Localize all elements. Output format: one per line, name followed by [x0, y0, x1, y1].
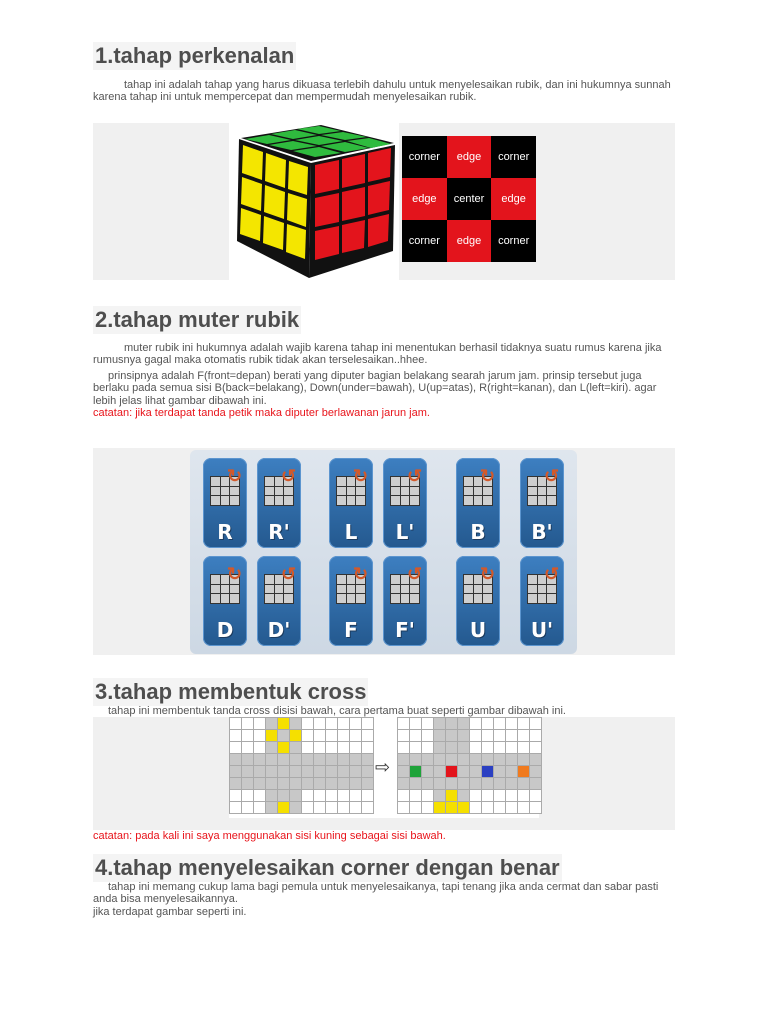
cross-cell: [530, 778, 541, 789]
cross-cell: [494, 742, 505, 753]
cross-cell: [530, 718, 541, 729]
cross-cell: [242, 730, 253, 741]
cross-cell: [326, 730, 337, 741]
cross-cell: [506, 790, 517, 801]
cross-cell: [494, 802, 505, 813]
cross-cell: [362, 790, 373, 801]
cross-cell: [410, 802, 421, 813]
cross-cell: [290, 802, 301, 813]
cross-cell: [338, 754, 349, 765]
cross-cell: [230, 778, 241, 789]
section-3-text: tahap ini membentuk tanda cross disisi bawah, cara pertama buat seperti gambar dibawah ini.: [108, 705, 566, 717]
cross-cell: [326, 754, 337, 765]
cross-cell: [482, 790, 493, 801]
section-3-title: 3.tahap membentuk cross: [95, 679, 367, 704]
cross-cell: [506, 802, 517, 813]
rotation-moves-image: [190, 450, 577, 654]
cross-cell: [302, 802, 313, 813]
cross-cell: [350, 802, 361, 813]
cross-cell: [314, 790, 325, 801]
cross-cell: [362, 766, 373, 777]
cross-cell: [242, 754, 253, 765]
move-tile: [383, 556, 427, 646]
rotation-arrow-icon: ↺: [544, 564, 560, 584]
move-tile: [203, 556, 247, 646]
move-label: F': [395, 618, 415, 642]
cross-cell: [494, 754, 505, 765]
cross-cell: [518, 802, 529, 813]
cross-cell: [410, 790, 421, 801]
section-2-text-1: muter rubik ini hukumnya adalah wajib karena tahap ini menentukan berhasil tidaknya suatu rumus karena jika rumusnya gagal maka otomatis rubik tidak akan terselesaikan..hhee.: [93, 342, 662, 367]
cross-cell: [434, 802, 445, 813]
cross-cell: [530, 766, 541, 777]
cross-cell: [470, 778, 481, 789]
cross-cell: [458, 778, 469, 789]
cross-cell: [530, 754, 541, 765]
section-2-paragraph-1: [93, 342, 678, 367]
cross-cell: [302, 742, 313, 753]
cross-cell: [266, 778, 277, 789]
cross-cell: [278, 778, 289, 789]
rotation-arrow-icon: ↺: [544, 466, 560, 486]
rotation-arrow-icon: ↻: [480, 564, 496, 584]
cross-cell: [278, 754, 289, 765]
rotation-arrow-icon: ↺: [407, 466, 423, 486]
cross-cell: [242, 802, 253, 813]
cross-cell: [422, 742, 433, 753]
move-tile: [520, 556, 564, 646]
legend-center: center: [447, 178, 492, 220]
cross-cell: [338, 742, 349, 753]
rotation-arrow-icon: ↻: [227, 466, 243, 486]
cross-cell: [470, 766, 481, 777]
cross-cell: [506, 742, 517, 753]
cross-cell: [494, 778, 505, 789]
cross-cell: [350, 754, 361, 765]
legend-corner: corner: [491, 136, 536, 178]
cross-cell: [302, 754, 313, 765]
cross-cell: [242, 742, 253, 753]
cross-cell: [398, 718, 409, 729]
cross-cell: [494, 718, 505, 729]
move-tile: [329, 556, 373, 646]
cross-cell: [326, 790, 337, 801]
cross-cell: [434, 742, 445, 753]
cross-cell: [518, 718, 529, 729]
cross-cell: [518, 766, 529, 777]
cross-cell: [278, 742, 289, 753]
cross-cell: [458, 730, 469, 741]
cross-cell: [362, 730, 373, 741]
cross-cell: [434, 778, 445, 789]
cross-cell: [470, 742, 481, 753]
cross-cell: [290, 778, 301, 789]
cross-cell: [278, 766, 289, 777]
legend-edge: edge: [447, 220, 492, 262]
cross-cell: [482, 766, 493, 777]
cross-cell: [458, 754, 469, 765]
cross-cell: [278, 718, 289, 729]
cross-cell: [422, 802, 433, 813]
cross-cell: [338, 778, 349, 789]
cross-cell: [422, 778, 433, 789]
cross-cell: [254, 778, 265, 789]
cross-cell: [470, 754, 481, 765]
cross-cell: [242, 718, 253, 729]
section-2-text-2: prinsipnya adalah F(front=depan) berati yang diputer bagian belakang searah jarum jam. prinsip tersebut juga berlaku pada semua sisi B(back=belakang), Down(under=bawah), U(up=atas), R(right=kanan), dan L(left=kiri). agar lebih jelas lihat gambar dibawah ini.: [93, 370, 657, 407]
section-1-title: 1.tahap perkenalan: [95, 43, 295, 68]
cross-cell: [290, 742, 301, 753]
cross-cell: [266, 802, 277, 813]
cross-cell: [518, 730, 529, 741]
cross-cell: [338, 766, 349, 777]
cross-cell: [338, 790, 349, 801]
cross-cell: [266, 718, 277, 729]
cross-cell: [302, 790, 313, 801]
cross-cell: [266, 766, 277, 777]
legend-edge: edge: [402, 178, 447, 220]
cross-cell: [530, 790, 541, 801]
cross-cell: [362, 742, 373, 753]
cross-cell: [326, 718, 337, 729]
cross-cell: [326, 802, 337, 813]
cross-cell: [482, 802, 493, 813]
cross-cell: [314, 754, 325, 765]
cross-cell: [254, 718, 265, 729]
cross-cell: [506, 778, 517, 789]
cross-cell: [470, 790, 481, 801]
cross-cell: [314, 742, 325, 753]
cross-cell: [350, 730, 361, 741]
cross-cell: [446, 754, 457, 765]
legend-corner: corner: [402, 136, 447, 178]
move-label: D: [216, 618, 234, 642]
cross-cell: [398, 742, 409, 753]
cross-cell: [422, 790, 433, 801]
cross-cell: [506, 766, 517, 777]
cross-cell: [494, 790, 505, 801]
cross-cell: [230, 766, 241, 777]
section-3-note: catatan: pada kali ini saya menggunakan sisi kuning sebagai sisi bawah.: [93, 830, 446, 842]
cross-cell: [458, 802, 469, 813]
cross-cell: [434, 730, 445, 741]
cross-cell: [446, 730, 457, 741]
rubik-cube-image: [229, 123, 399, 280]
cross-diagram-image: [229, 717, 539, 818]
cross-cell: [518, 754, 529, 765]
cross-cell: [458, 718, 469, 729]
cross-cell: [362, 802, 373, 813]
move-tile: [383, 458, 427, 548]
cross-cell: [266, 754, 277, 765]
cross-cell: [290, 730, 301, 741]
cross-cell: [350, 778, 361, 789]
cross-cell: [422, 718, 433, 729]
move-tile: [257, 556, 301, 646]
rotation-arrow-icon: ↺: [281, 564, 297, 584]
cross-cell: [446, 790, 457, 801]
section-2-note: catatan: jika terdapat tanda petik maka diputer berlawanan jarun jam.: [93, 407, 430, 419]
cross-cell: [506, 730, 517, 741]
cross-cell: [398, 802, 409, 813]
cross-after-diagram: [397, 717, 542, 814]
legend-edge: edge: [491, 178, 536, 220]
move-label: R': [268, 520, 290, 544]
section-2-paragraph-2: [93, 370, 678, 407]
move-tile: [329, 458, 373, 548]
cross-cell: [458, 742, 469, 753]
cross-cell: [302, 766, 313, 777]
cross-cell: [362, 754, 373, 765]
cross-cell: [314, 778, 325, 789]
cross-cell: [446, 778, 457, 789]
cross-cell: [254, 802, 265, 813]
rotation-arrow-icon: ↺: [407, 564, 423, 584]
move-label: L: [344, 520, 358, 544]
cross-cell: [410, 766, 421, 777]
cross-cell: [434, 754, 445, 765]
move-tile: [456, 458, 500, 548]
cross-cell: [518, 790, 529, 801]
section-4-paragraph: [93, 881, 678, 906]
cross-cell: [482, 754, 493, 765]
cross-cell: [518, 778, 529, 789]
move-tile: [456, 556, 500, 646]
legend-edge: edge: [447, 136, 492, 178]
cross-cell: [230, 790, 241, 801]
cross-cell: [278, 802, 289, 813]
move-label: R: [217, 520, 233, 544]
cross-cell: [470, 718, 481, 729]
rotation-arrow-icon: ↻: [480, 466, 496, 486]
cross-cell: [470, 730, 481, 741]
cross-cell: [482, 778, 493, 789]
cross-cell: [470, 802, 481, 813]
section-1-paragraph: [93, 79, 678, 104]
cross-cell: [422, 754, 433, 765]
legend-corner: corner: [491, 220, 536, 262]
cross-cell: [494, 766, 505, 777]
cross-cell: [530, 802, 541, 813]
section-4-title: 4.tahap menyelesaikan corner dengan benar: [95, 855, 560, 880]
cross-cell: [230, 742, 241, 753]
rotation-arrow-icon: ↻: [353, 564, 369, 584]
cross-cell: [482, 742, 493, 753]
cross-cell: [422, 730, 433, 741]
move-label: L': [395, 520, 415, 544]
rotation-arrow-icon: ↺: [281, 466, 297, 486]
section-3-paragraph: [93, 705, 678, 717]
cross-cell: [230, 802, 241, 813]
cross-cell: [410, 742, 421, 753]
cross-cell: [398, 790, 409, 801]
cross-cell: [290, 754, 301, 765]
cross-cell: [314, 718, 325, 729]
cross-cell: [278, 790, 289, 801]
cross-cell: [326, 766, 337, 777]
cross-cell: [242, 778, 253, 789]
cross-cell: [254, 730, 265, 741]
cross-cell: [398, 730, 409, 741]
cross-cell: [302, 778, 313, 789]
cross-cell: [326, 742, 337, 753]
cross-cell: [338, 718, 349, 729]
section-4-text: tahap ini memang cukup lama bagi pemula untuk menyelesaikanya, tapi tenang jika anda cermat dan sabar pasti anda bisa menyelesaikannya.: [93, 881, 659, 906]
cross-cell: [314, 802, 325, 813]
section-4-paragraph-2: jika terdapat gambar seperti ini.: [93, 906, 247, 918]
cross-cell: [314, 730, 325, 741]
cross-cell: [326, 778, 337, 789]
move-label: U': [530, 618, 554, 642]
cross-cell: [290, 766, 301, 777]
cross-cell: [302, 730, 313, 741]
cross-cell: [458, 790, 469, 801]
cross-cell: [482, 730, 493, 741]
cross-cell: [350, 718, 361, 729]
cross-cell: [266, 790, 277, 801]
cross-cell: [242, 790, 253, 801]
cross-cell: [254, 742, 265, 753]
cross-cell: [254, 790, 265, 801]
move-tile: [520, 458, 564, 548]
cross-cell: [410, 718, 421, 729]
cross-cell: [266, 730, 277, 741]
cross-cell: [434, 718, 445, 729]
cross-cell: [266, 742, 277, 753]
cross-cell: [314, 766, 325, 777]
move-tile: [257, 458, 301, 548]
cross-cell: [350, 742, 361, 753]
cross-cell: [350, 790, 361, 801]
cross-cell: [398, 766, 409, 777]
cross-cell: [278, 730, 289, 741]
cross-cell: [410, 754, 421, 765]
cross-cell: [254, 754, 265, 765]
move-label: B': [531, 520, 553, 544]
cross-cell: [518, 742, 529, 753]
cross-cell: [458, 766, 469, 777]
section-2-title: 2.tahap muter rubik: [95, 307, 300, 332]
cross-cell: [242, 766, 253, 777]
cross-cell: [398, 754, 409, 765]
cross-cell: [434, 790, 445, 801]
cross-cell: [230, 718, 241, 729]
move-label: B: [470, 520, 486, 544]
section-1-text: tahap ini adalah tahap yang harus dikuasa terlebih dahulu untuk menyelesaikan rubik, dan ini hukumnya sunnah karena tahap ini untuk mempercepat dan mempermudah menyelesaikan rubik.: [93, 79, 671, 104]
cross-cell: [410, 778, 421, 789]
move-tile: [203, 458, 247, 548]
cross-cell: [254, 766, 265, 777]
cross-cell: [362, 778, 373, 789]
move-label: U: [469, 618, 487, 642]
cross-cell: [506, 718, 517, 729]
cross-cell: [530, 730, 541, 741]
rotation-arrow-icon: ↻: [353, 466, 369, 486]
rotation-arrow-icon: ↻: [227, 564, 243, 584]
move-label: F: [344, 618, 358, 642]
right-arrow-icon: ⇨: [375, 757, 391, 777]
cross-cell: [290, 790, 301, 801]
cross-cell: [362, 718, 373, 729]
cross-cell: [290, 718, 301, 729]
cross-cell: [410, 730, 421, 741]
cross-cell: [338, 730, 349, 741]
cube-piece-legend: [402, 136, 536, 262]
cross-cell: [398, 778, 409, 789]
cross-cell: [302, 718, 313, 729]
cross-cell: [446, 718, 457, 729]
cross-cell: [506, 754, 517, 765]
cross-cell: [446, 766, 457, 777]
cross-cell: [494, 730, 505, 741]
cross-cell: [230, 730, 241, 741]
cross-cell: [482, 718, 493, 729]
cross-cell: [338, 802, 349, 813]
move-label: D': [267, 618, 291, 642]
cross-cell: [434, 766, 445, 777]
cross-before-diagram: [229, 717, 374, 814]
cross-cell: [350, 766, 361, 777]
cross-cell: [446, 802, 457, 813]
cross-cell: [530, 742, 541, 753]
cross-cell: [446, 742, 457, 753]
legend-corner: corner: [402, 220, 447, 262]
cross-cell: [230, 754, 241, 765]
cross-cell: [422, 766, 433, 777]
